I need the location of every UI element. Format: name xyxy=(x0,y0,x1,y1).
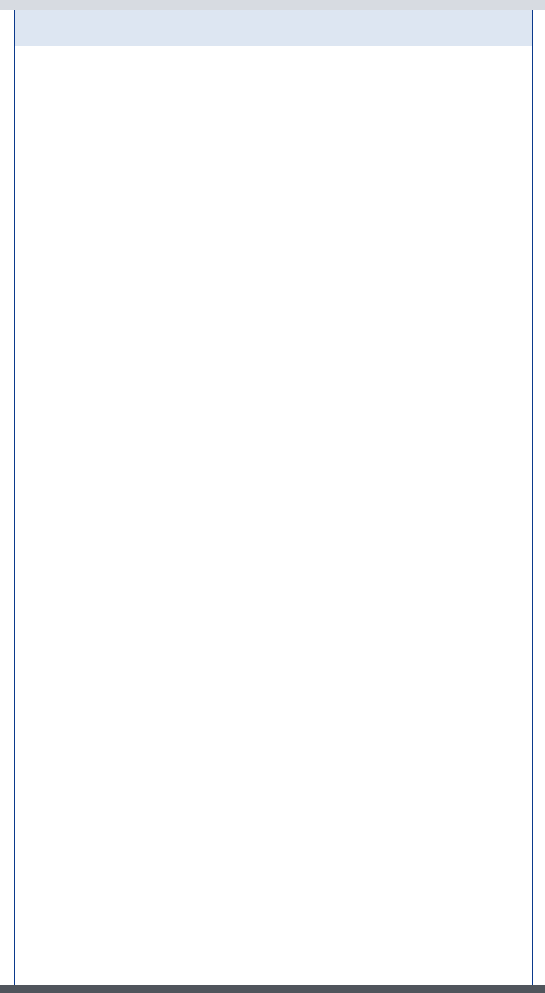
top-scroll-edge xyxy=(0,0,545,10)
period-header-2 xyxy=(15,10,532,28)
game-events-panel xyxy=(14,10,533,985)
bottom-scroll-edge xyxy=(0,985,545,993)
period-header-1 xyxy=(15,28,532,46)
